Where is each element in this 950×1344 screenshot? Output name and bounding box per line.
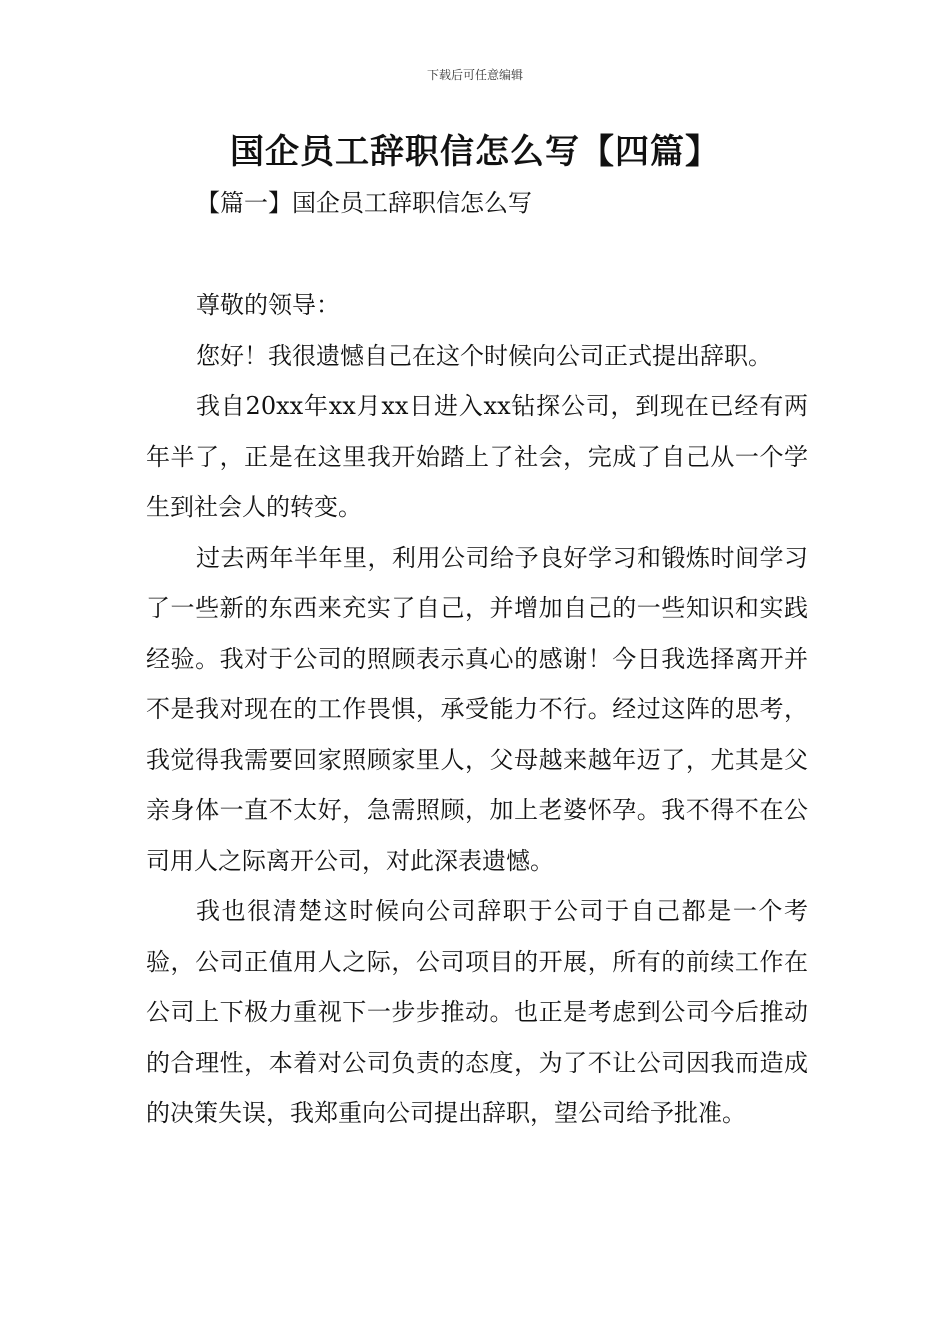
body-paragraph: 我也很清楚这时候向公司辞职于公司于自己都是一个考验，公司正值用人之际，公司项目的开展，所有的前续工作在公司上下极力重视下一步步推动。也正是考虑到公司今后推动的合理性，本着对公司负责的态度，为了不让公司因我而造成的决策失误，我郑重向公司提出辞职，望公司给予批准。 [146, 897, 808, 1127]
letter-body [146, 280, 808, 1139]
document-title: 国企员工辞职信怎么写【四篇】 [230, 132, 720, 172]
header-note: 下载后可任意编辑 [426, 68, 523, 82]
body-paragraph: 过去两年半年里，利用公司给予良好学习和锻炼时间学习了一些新的东西来充实了自己，并增加自己的一些知识和实践经验。我对于公司的照顾表示真心的感谢！今日我选择离开并不是我对现在的工作畏惧，承受能力不行。经过这阵的思考，我觉得我需要回家照顾家里人，父母越来越年迈了，尤其是父亲身体一直不太好，急需照顾，加上老婆怀孕。我不得不在公司用人之际离开公司，对此深表遗憾。 [146, 543, 808, 875]
salutation: 尊敬的领导： [196, 291, 340, 319]
section-heading: 【篇一】国企员工辞职信怎么写 [196, 189, 532, 217]
body-paragraph: 我自20xx年xx月xx日进入xx钻探公司，到现在已经有两年半了，正是在这里我开始踏上了社会，完成了自己从一个学生到社会人的转变。 [146, 392, 808, 521]
greeting-paragraph: 您好！我很遗憾自己在这个时候向公司正式提出辞职。 [196, 341, 772, 370]
